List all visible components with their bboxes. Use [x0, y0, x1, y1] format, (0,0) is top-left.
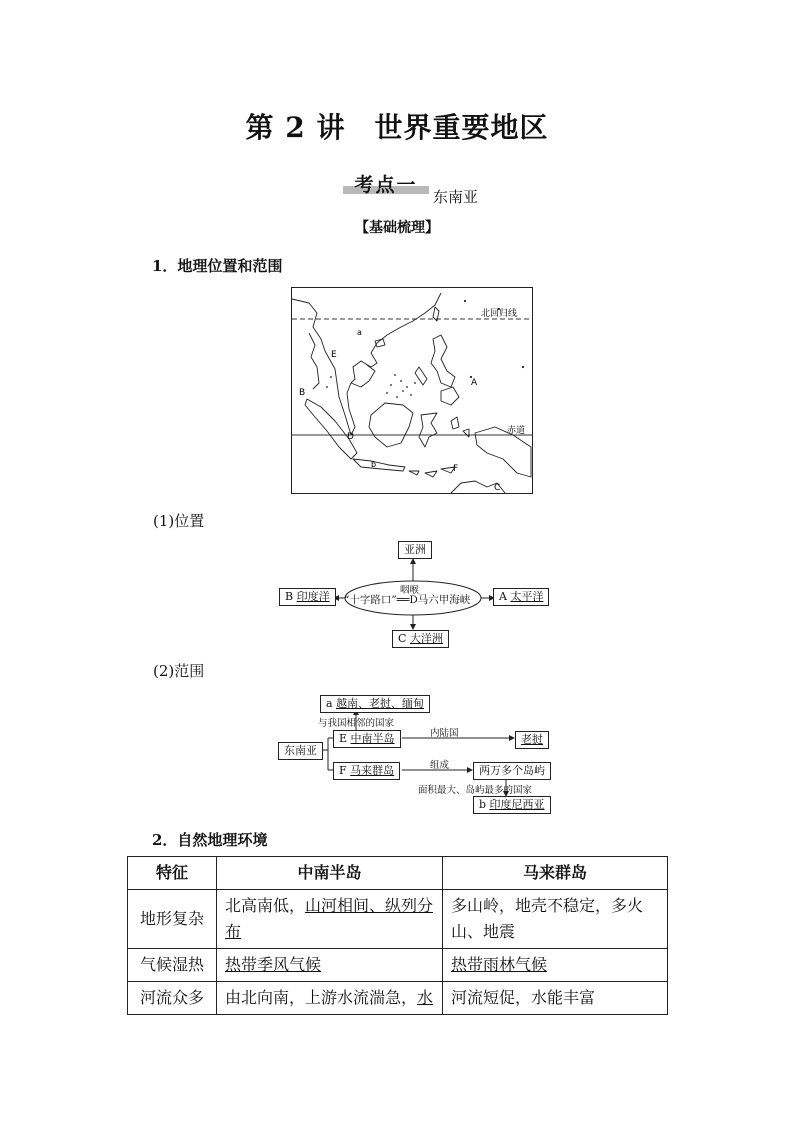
map-label-B: B — [299, 388, 306, 398]
root-box: 东南亚 — [278, 742, 323, 760]
map-label-D: D — [347, 432, 354, 442]
neighbor-note: 与我国相邻的国家 — [318, 718, 395, 729]
table-header-row — [128, 857, 668, 890]
asia-box: 亚洲 — [398, 541, 432, 559]
table-row — [128, 890, 668, 949]
row1-indochina: 北高南低，山河相间、纵列分布 — [217, 890, 443, 949]
page-title: 第 2 讲 世界重要地区 — [245, 111, 549, 144]
table-header-feature: 特征 — [128, 857, 217, 890]
row3-feature: 河流众多 — [128, 982, 217, 1015]
compose-note: 组成 — [430, 760, 450, 771]
neighbors-box: a 越南、老挝、缅甸 — [320, 695, 430, 713]
oceania-box: C 大洋洲 — [392, 630, 449, 648]
table-header-malay: 马来群岛 — [443, 857, 668, 890]
map-label-b: b — [371, 460, 377, 469]
indian-ocean-box: B 印度洋 — [279, 588, 336, 606]
kaodian-name: 东南亚 — [433, 188, 479, 206]
row3-indochina: 由北向南，上游水流湍急，水 — [217, 982, 443, 1015]
section-1-heading: 1．地理位置和范围 — [152, 257, 283, 275]
map-label-F: F — [453, 464, 459, 474]
basic-label: 【基础梳理】 — [355, 220, 439, 236]
pacific-ocean-box: A 太平洋 — [493, 588, 549, 606]
row2-feature: 气候湿热 — [128, 949, 217, 982]
section-2-heading: 2．自然地理环境 — [152, 831, 268, 849]
largest-note: 面积最大、岛屿最多的国家 — [418, 785, 533, 796]
map-label-C: C — [494, 483, 501, 493]
inland-note: 内陆国 — [430, 728, 459, 739]
kaodian-label: 考点一 — [354, 174, 418, 196]
southeast-asia-map — [291, 287, 533, 494]
indonesia-box: b 印度尼西亚 — [473, 796, 551, 814]
map-tropic-label: 北回归线 — [481, 309, 518, 319]
laos-box: 老挝 — [515, 731, 549, 749]
map-equator-label: 赤道 — [507, 426, 526, 436]
range-heading: (2)范围 — [153, 662, 205, 680]
position-heading: (1)位置 — [153, 512, 205, 530]
archipelago-box: F 马来群岛 — [333, 762, 400, 780]
table-row — [128, 982, 668, 1015]
table-row — [128, 949, 668, 982]
map-label-E: E — [331, 350, 337, 360]
row1-malay: 多山岭，地壳不稳定，多火山、地震 — [443, 890, 668, 949]
yanhou-label: 咽喉 — [400, 585, 420, 596]
islands-box: 两万多个岛屿 — [473, 762, 551, 780]
map-label-A: A — [471, 378, 478, 388]
map-label-a: a — [357, 328, 362, 337]
row1-feature: 地形复杂 — [128, 890, 217, 949]
peninsula-box: E 中南半岛 — [333, 730, 401, 748]
nature-table — [127, 856, 668, 1015]
table-header-indochina: 中南半岛 — [217, 857, 443, 890]
crossroads-label: “十字路口”══D马六甲海峡 — [344, 594, 471, 606]
row2-malay: 热带雨林气候 — [443, 949, 668, 982]
row3-malay: 河流短促，水能丰富 — [443, 982, 668, 1015]
row2-indochina: 热带季风气候 — [217, 949, 443, 982]
